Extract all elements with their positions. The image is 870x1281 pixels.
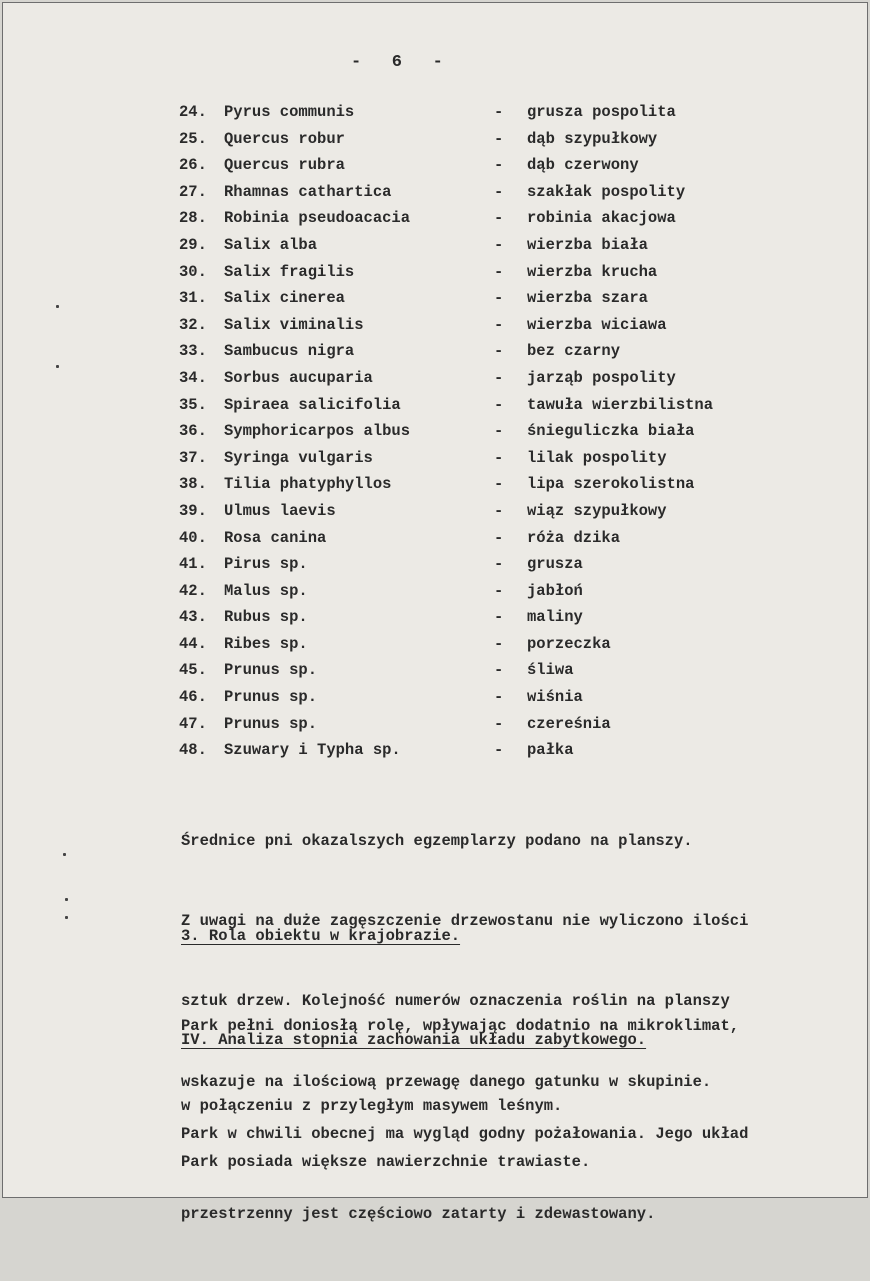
item-number: 26.: [179, 156, 207, 175]
list-item: [3, 578, 869, 605]
item-number: 42.: [179, 581, 207, 600]
polish-name: wierzba szara: [527, 289, 648, 308]
separator-dash: -: [494, 528, 504, 547]
separator-dash: -: [494, 395, 504, 414]
section-3-heading: 3. Rola obiektu w krajobrazie.: [181, 927, 461, 945]
list-item: [3, 604, 869, 631]
latin-name: Rubus sp.: [224, 608, 308, 627]
polish-name: lipa szerokolistna: [527, 475, 695, 494]
list-item: [3, 285, 869, 312]
separator-dash: -: [494, 209, 504, 228]
item-number: 28.: [179, 209, 207, 228]
list-item: [3, 551, 869, 578]
polish-name: bez czarny: [527, 342, 621, 361]
margin-mark: [63, 853, 66, 856]
polish-name: wierzba biała: [527, 235, 648, 254]
list-item: [3, 631, 869, 658]
text-line: Park posiada większe nawierzchnie trawiaste.: [181, 1153, 591, 1172]
polish-name: śnieguliczka biała: [527, 422, 695, 441]
list-item: [3, 365, 869, 392]
text-line: wskazuje na ilościową przewagę danego gatunku w skupinie.: [181, 1072, 712, 1091]
polish-name: róża dzika: [527, 528, 621, 547]
text-line: Z uwagi na duże zagęszczenie drzewostanu nie wyliczono ilości: [181, 911, 749, 930]
separator-dash: -: [494, 422, 504, 441]
text-line: sztuk drzew. Kolejność numerów oznaczenia roślin na planszy: [181, 992, 730, 1011]
polish-name: czereśnia: [527, 714, 611, 733]
separator-dash: -: [494, 156, 504, 175]
separator-dash: -: [494, 235, 504, 254]
item-number: 41.: [179, 555, 207, 574]
margin-mark: [56, 305, 59, 308]
item-number: 29.: [179, 235, 207, 254]
polish-name: grusza pospolita: [527, 103, 676, 121]
list-item: [3, 152, 869, 179]
latin-name: Pirus sp.: [224, 555, 308, 574]
latin-name: Spiraea salicifolia: [224, 395, 401, 414]
polish-name: pałka: [527, 741, 574, 760]
latin-name: Prunus sp.: [224, 714, 318, 733]
latin-name: Rhamnas cathartica: [224, 182, 392, 201]
polish-name: jarząb pospolity: [527, 368, 676, 387]
latin-name: Prunus sp.: [224, 688, 318, 707]
text-line: Park w chwili obecnej ma wygląd godny pożałowania. Jego układ: [181, 1124, 749, 1143]
item-number: 33.: [179, 342, 207, 361]
item-number: 31.: [179, 289, 207, 308]
item-number: 32.: [179, 315, 207, 334]
separator-dash: -: [494, 103, 504, 121]
polish-name: dąb czerwony: [527, 156, 639, 175]
polish-name: wiąz szypułkowy: [527, 501, 667, 520]
document-page: [2, 2, 868, 1223]
item-number: 45.: [179, 661, 207, 680]
polish-name: porzeczka: [527, 634, 611, 653]
latin-name: Prunus sp.: [224, 661, 318, 680]
polish-name: robinia akacjowa: [527, 209, 676, 228]
text-line: Średnice pni okazalszych egzemplarzy podano na planszy.: [181, 831, 693, 850]
polish-name: jabłoń: [527, 581, 583, 600]
latin-name: Sorbus aucuparia: [224, 368, 373, 387]
separator-dash: -: [494, 581, 504, 600]
margin-mark: [56, 365, 59, 368]
list-item: [3, 418, 869, 445]
item-number: 47.: [179, 714, 207, 733]
item-number: 39.: [179, 501, 207, 520]
item-number: 36.: [179, 422, 207, 441]
text-line: Park pełni doniosłą rolę, wpływając dodatnio na mikroklimat,: [181, 1016, 740, 1035]
polish-name: grusza: [527, 555, 583, 574]
latin-name: Pyrus communis: [224, 103, 355, 121]
list-item: [3, 498, 869, 525]
list-item: [3, 205, 869, 232]
list-item: [3, 179, 869, 206]
item-number: 46.: [179, 688, 207, 707]
polish-name: wiśnia: [527, 688, 583, 707]
latin-name: Symphoricarpos albus: [224, 422, 411, 441]
polish-name: lilak pospolity: [527, 448, 667, 467]
latin-name: Robinia pseudoacacia: [224, 209, 411, 228]
list-item: [3, 259, 869, 286]
separator-dash: -: [494, 634, 504, 653]
separator-dash: -: [494, 688, 504, 707]
separator-dash: -: [494, 555, 504, 574]
item-number: 38.: [179, 475, 207, 494]
list-item: [3, 232, 869, 259]
latin-name: Sambucus nigra: [224, 342, 355, 361]
item-number: 37.: [179, 448, 207, 467]
latin-name: Salix cinerea: [224, 289, 345, 308]
separator-dash: -: [494, 315, 504, 334]
margin-mark: [65, 916, 68, 919]
polish-name: wierzba wiciawa: [527, 315, 667, 334]
list-item: [3, 312, 869, 339]
item-number: 34.: [179, 368, 207, 387]
latin-name: Malus sp.: [224, 581, 308, 600]
list-item: [3, 737, 869, 764]
polish-name: dąb szypułkowy: [527, 129, 658, 148]
latin-name: Ulmus laevis: [224, 501, 336, 520]
polish-name: wierzba krucha: [527, 262, 658, 281]
item-number: 48.: [179, 741, 207, 760]
list-item: [3, 684, 869, 711]
latin-name: Rosa canina: [224, 528, 327, 547]
plant-list: [3, 99, 869, 764]
item-number: 40.: [179, 528, 207, 547]
margin-mark: [65, 898, 68, 901]
latin-name: Szuwary i Typha sp.: [224, 741, 401, 760]
list-item: [3, 525, 869, 552]
item-number: 44.: [179, 634, 207, 653]
separator-dash: -: [494, 289, 504, 308]
list-item: [3, 392, 869, 419]
list-item: [3, 99, 869, 126]
section-4-heading: IV. Analiza stopnia zachowania układu zabytkowego.: [181, 1031, 647, 1049]
latin-name: Salix alba: [224, 235, 318, 254]
latin-name: Salix fragilis: [224, 262, 355, 281]
item-number: 30.: [179, 262, 207, 281]
page-number: - 6 -: [351, 53, 443, 72]
list-item: [3, 711, 869, 738]
text-line: przestrzenny jest częściowo zatarty i zdewastowany.: [181, 1204, 656, 1223]
latin-name: Tilia phatyphyllos: [224, 475, 392, 494]
separator-dash: -: [494, 661, 504, 680]
latin-name: Syringa vulgaris: [224, 448, 373, 467]
polish-name: śliwa: [527, 661, 574, 680]
text-line: w połączeniu z przyległym masywem leśnym.: [181, 1096, 563, 1115]
list-item: [3, 338, 869, 365]
separator-dash: -: [494, 608, 504, 627]
item-number: 24.: [179, 103, 207, 121]
separator-dash: -: [494, 129, 504, 148]
section-4-text: [181, 1067, 748, 1281]
polish-name: tawuła wierzbilistna: [527, 395, 714, 414]
separator-dash: -: [494, 368, 504, 387]
item-number: 35.: [179, 395, 207, 414]
separator-dash: -: [494, 714, 504, 733]
separator-dash: -: [494, 741, 504, 760]
latin-name: Salix viminalis: [224, 315, 364, 334]
separator-dash: -: [494, 501, 504, 520]
latin-name: Ribes sp.: [224, 634, 308, 653]
item-number: 43.: [179, 608, 207, 627]
latin-name: Quercus rubra: [224, 156, 345, 175]
polish-name: maliny: [527, 608, 583, 627]
separator-dash: -: [494, 475, 504, 494]
separator-dash: -: [494, 342, 504, 361]
polish-name: szakłak pospolity: [527, 182, 686, 201]
list-item: [3, 126, 869, 153]
list-item: [3, 471, 869, 498]
latin-name: Quercus robur: [224, 129, 345, 148]
item-number: 25.: [179, 129, 207, 148]
list-item: [3, 657, 869, 684]
item-number: 27.: [179, 182, 207, 201]
separator-dash: -: [494, 182, 504, 201]
separator-dash: -: [494, 262, 504, 281]
list-item: [3, 445, 869, 472]
separator-dash: -: [494, 448, 504, 467]
